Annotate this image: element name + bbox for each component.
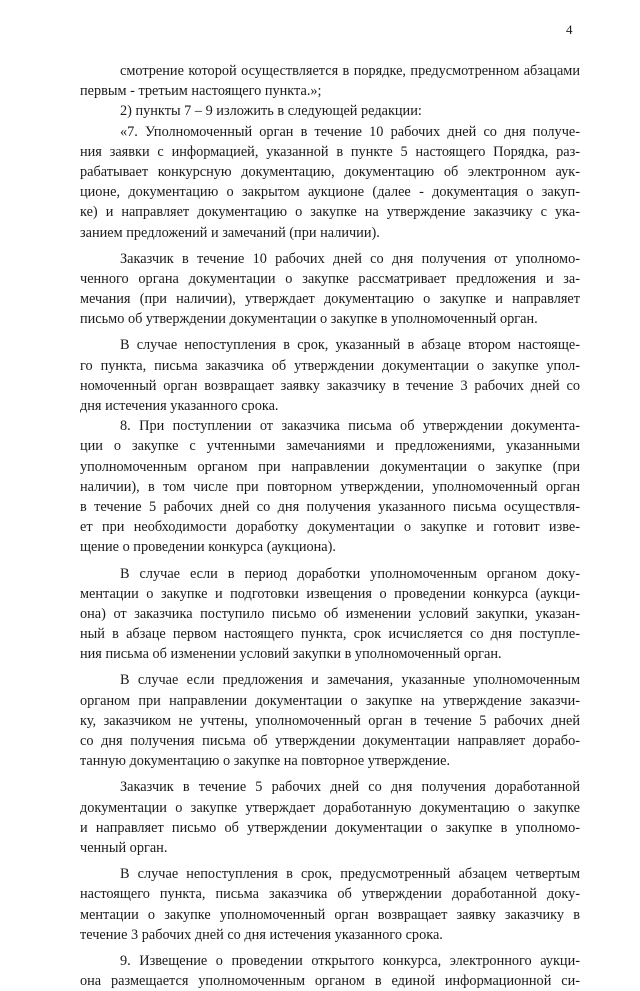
text-line: ке) и направляет документацию о закупке на утверждение заказчику с ука- (80, 204, 580, 221)
paragraph (80, 61, 580, 101)
text-line: ментации о закупке и подготовки извещения о проведении конкурса (аукци- (80, 585, 580, 602)
text-line: ционе, документацию о закрытом аукционе (далее - документация о закуп- (80, 184, 580, 201)
text-line: В случае непоступления в срок, предусмотренный абзацем четвертым (120, 866, 580, 883)
text-line: первым - третьим настоящего пункта.»; (80, 83, 322, 100)
paragraph (80, 249, 580, 330)
text-line: и направляет письмо об утверждении документации о закупке в уполномо- (80, 819, 580, 836)
text-line: настоящего пункта, письма заказчика об утверждении доработанной доку- (80, 886, 580, 903)
text-line: смотрение которой осуществляется в порядке, предусмотренном абзацами (120, 63, 580, 79)
text-line: ченного органа документации о закупке рассматривает предложения и за- (80, 270, 580, 287)
text-line: письмо об утверждении документации о закупке в уполномоченный орган. (80, 311, 538, 328)
text-line: В случае если в период доработки уполномоченным органом доку- (120, 565, 580, 582)
paragraph (80, 416, 580, 557)
text-line: ния заявки с информацией, указанной в пункте 5 настоящего Порядка, раз- (80, 143, 580, 160)
text-line: ный в абзаце первом настоящего пункта, срок исчисляется со дня поступле- (80, 626, 580, 643)
text-line: Заказчик в течение 5 рабочих дней со дня получения доработанной (120, 779, 580, 796)
text-line: мечания (при наличии), утверждает документацию о закупке и направляет (80, 291, 580, 308)
text-line: танную документацию о закупке на повторное утверждение. (80, 753, 451, 770)
paragraph (80, 564, 580, 665)
text-line: ченный орган. (80, 839, 168, 856)
text-line: со дня получения письма об утверждении документации направляет дорабо- (80, 733, 580, 749)
text-line: ния письма об изменении условий закупки в уполномоченный орган. (80, 646, 502, 663)
paragraph (80, 777, 580, 858)
text-line: 2) пункты 7 – 9 изложить в следующей редакции: (120, 103, 422, 120)
text-line: уполномоченным органом при направлении документации о закупке (при (80, 458, 580, 475)
text-line: 9. Извещение о проведении открытого конкурса, электронного аукци- (120, 952, 580, 969)
text-line: дня истечения указанного срока. (80, 398, 279, 414)
text-line: ментации о закупке уполномоченный орган возвращает заявку заказчику в (80, 906, 580, 923)
text-line: она) от заказчика поступило письмо об изменении условий закупки, указан- (80, 605, 580, 622)
text-line: наличии), в том числе при повторном утверждении, уполномоченный орган (80, 478, 580, 495)
text-line: 8. При поступлении от заказчика письма об утверждении документа- (120, 418, 580, 435)
text-line: В случае если предложения и замечания, указанные уполномоченным (120, 672, 580, 689)
text-line: течение 3 рабочих дней со дня истечения указанного срока. (80, 926, 443, 943)
text-line: Заказчик в течение 10 рабочих дней со дня получения от уполномо- (120, 250, 580, 267)
text-line: она размещается уполномоченным органом в единой информационной си- (80, 973, 580, 990)
text-line: го пункта, письма заказчика об утверждении документации о закупке упол- (80, 357, 580, 374)
paragraph (80, 951, 580, 991)
paragraph (80, 122, 580, 243)
text-line: занием предложений и замечаний (при наличии). (80, 224, 380, 241)
paragraph (80, 670, 580, 771)
text-line: В случае непоступления в срок, указанный в абзаце втором настояще- (120, 337, 580, 354)
paragraph (80, 101, 580, 121)
text-line: органом при направлении документации о закупке на утверждение заказчи- (80, 692, 580, 709)
document-body (80, 61, 580, 991)
paragraph (80, 335, 580, 416)
text-line: щение о проведении конкурса (аукциона). (80, 539, 336, 556)
text-line: номоченный орган возвращает заявку заказчику в течение 3 рабочих дней со (80, 377, 580, 394)
text-line: в течение 5 рабочих дней со дня получения указанного письма осуществля- (80, 498, 580, 515)
text-line: документации о закупке утверждает доработанную документацию о закупке (80, 799, 580, 816)
text-line: ет при необходимости доработку документации о закупке и готовит изве- (80, 519, 580, 536)
text-line: рабатывает конкурсную документацию, документацию об электронном аук- (80, 163, 580, 180)
text-line: ции о закупке с учтенными замечаниями и предложениями, указанными (80, 438, 580, 455)
page-number: 4 (566, 22, 573, 37)
text-line: ку, заказчиком не учтены, уполномоченный орган в течение 5 рабочих дней (80, 712, 580, 729)
text-line: «7. Уполномоченный орган в течение 10 рабочих дней со дня получе- (120, 123, 580, 140)
